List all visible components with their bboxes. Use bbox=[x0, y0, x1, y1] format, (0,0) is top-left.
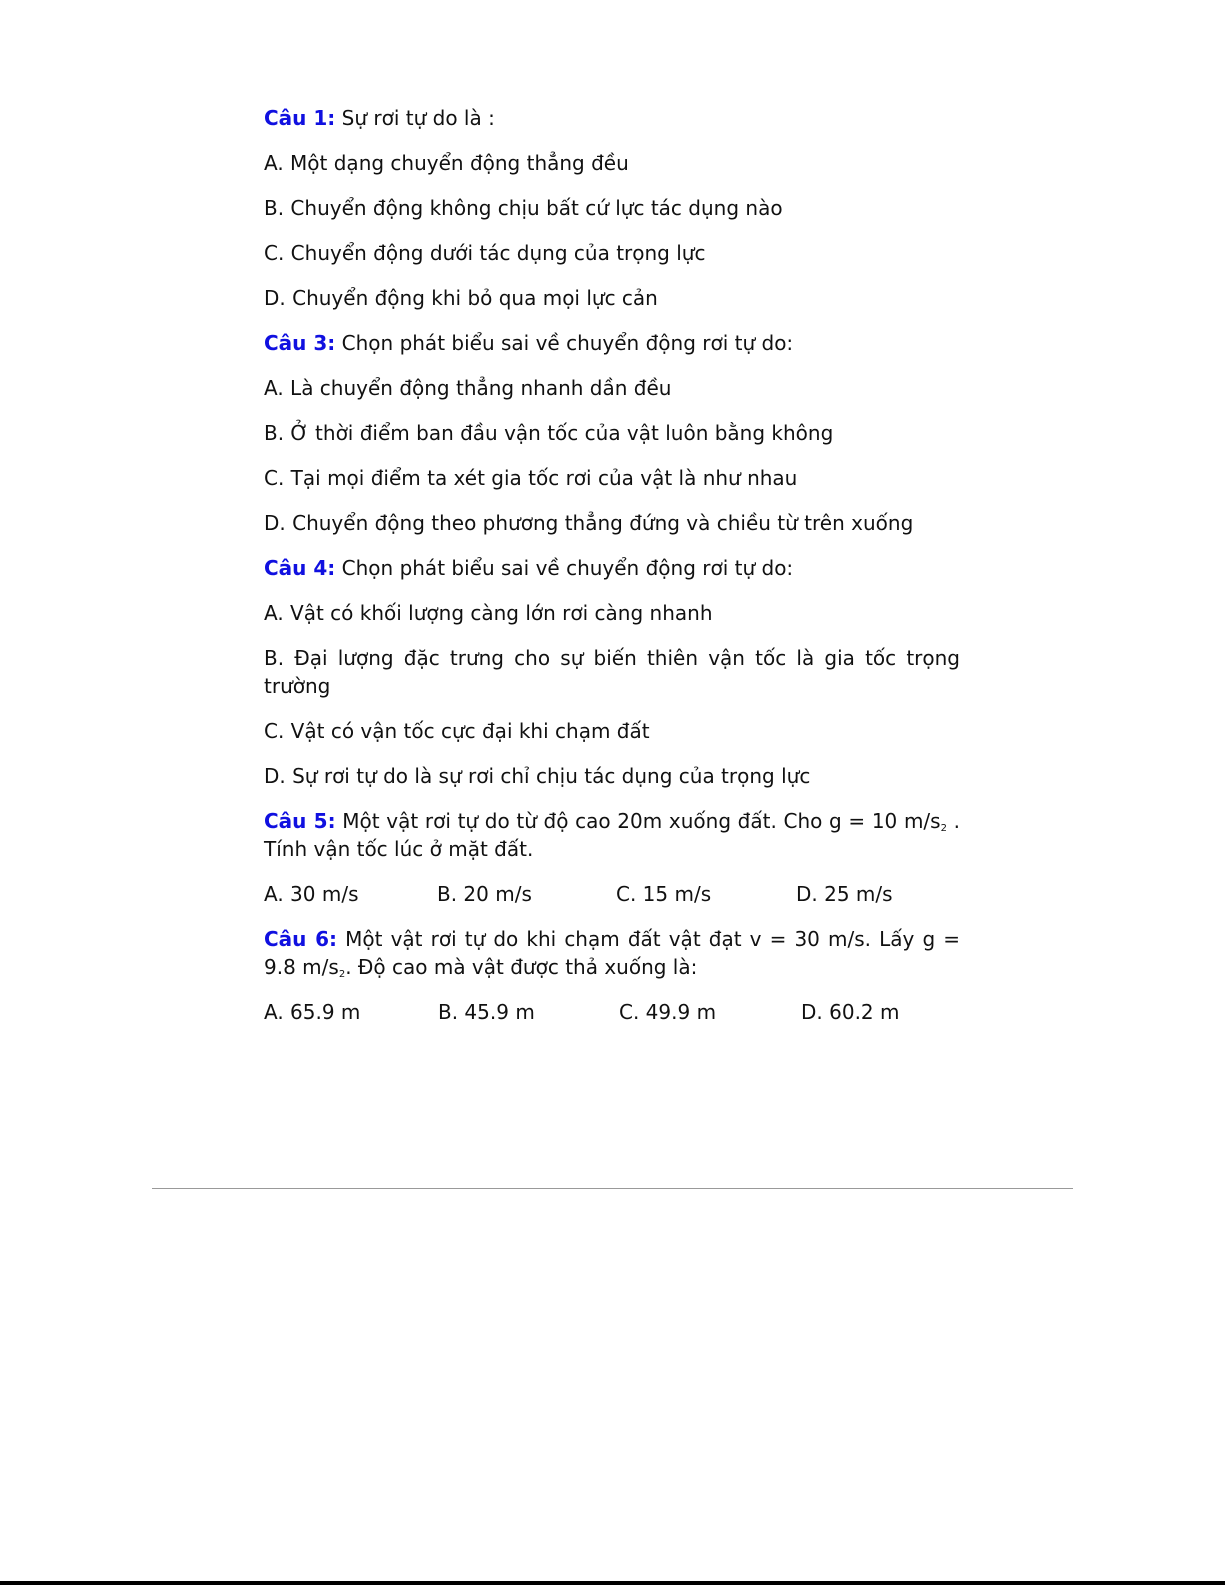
question-label: Câu 5: bbox=[264, 809, 336, 833]
option-5a: A. 30 m/s bbox=[264, 882, 359, 906]
question-text: Chọn phát biểu sai về chuyển động rơi tự do: bbox=[335, 556, 794, 580]
answer-row-5 bbox=[264, 880, 960, 908]
footer-divider bbox=[152, 1188, 1073, 1189]
question-label: Câu 1: bbox=[264, 106, 336, 130]
option-4d: D. Sự rơi tự do là sự rơi chỉ chịu tác dụng của trọng lực bbox=[264, 764, 811, 788]
option-6d: D. 60.2 m bbox=[801, 1000, 900, 1024]
option-1d: D. Chuyển động khi bỏ qua mọi lực cản bbox=[264, 286, 658, 310]
question-text: Một vật rơi tự do khi chạm đất vật đạt v = 30 m/s. Lấy g = 9.8 m/s bbox=[264, 927, 961, 979]
superscript: 2 bbox=[940, 823, 947, 834]
question-4 bbox=[264, 554, 960, 582]
question-3 bbox=[264, 329, 960, 357]
question-6 bbox=[264, 925, 960, 981]
option-1c: C. Chuyển động dưới tác dụng của trọng lực bbox=[264, 241, 706, 265]
option-3b: B. Ở thời điểm ban đầu vận tốc của vật luôn bằng không bbox=[264, 421, 834, 445]
question-5 bbox=[264, 807, 960, 863]
question-text: Sự rơi tự do là : bbox=[335, 106, 495, 130]
option-6a: A. 65.9 m bbox=[264, 1000, 361, 1024]
question-1 bbox=[264, 104, 960, 132]
question-text: Chọn phát biểu sai về chuyển động rơi tự do: bbox=[335, 331, 794, 355]
question-text: Một vật rơi tự do từ độ cao 20m xuống đất. Cho g = 10 m/s bbox=[335, 809, 941, 833]
question-text-end: . Tính vận tốc lúc ở mặt đất. bbox=[264, 809, 960, 861]
question-label: Câu 4: bbox=[264, 556, 336, 580]
question-text-end: . Độ cao mà vật được thả xuống là: bbox=[345, 955, 698, 979]
option-1a: A. Một dạng chuyển động thẳng đều bbox=[264, 151, 629, 175]
quiz-content bbox=[264, 104, 960, 1043]
superscript: 2 bbox=[338, 969, 346, 980]
option-5c: C. 15 m/s bbox=[616, 882, 712, 906]
option-3a: A. Là chuyển động thẳng nhanh dần đều bbox=[264, 376, 672, 400]
option-4c: C. Vật có vận tốc cực đại khi chạm đất bbox=[264, 719, 650, 743]
page-bottom-edge bbox=[0, 1581, 1225, 1585]
question-label: Câu 3: bbox=[264, 331, 336, 355]
option-4b: B. Đại lượng đặc trưng cho sự biến thiên vận tốc là gia tốc trọng trường bbox=[264, 646, 960, 698]
answer-row-6 bbox=[264, 998, 960, 1026]
option-4a: A. Vật có khối lượng càng lớn rơi càng nhanh bbox=[264, 601, 713, 625]
option-6c: C. 49.9 m bbox=[619, 1000, 717, 1024]
option-5d: D. 25 m/s bbox=[796, 882, 893, 906]
question-label: Câu 6: bbox=[264, 927, 338, 951]
option-3c: C. Tại mọi điểm ta xét gia tốc rơi của vật là như nhau bbox=[264, 466, 798, 490]
option-3d: D. Chuyển động theo phương thẳng đứng và chiều từ trên xuống bbox=[264, 511, 914, 535]
option-1b: B. Chuyển động không chịu bất cứ lực tác dụng nào bbox=[264, 196, 783, 220]
option-5b: B. 20 m/s bbox=[437, 882, 532, 906]
option-6b: B. 45.9 m bbox=[438, 1000, 535, 1024]
